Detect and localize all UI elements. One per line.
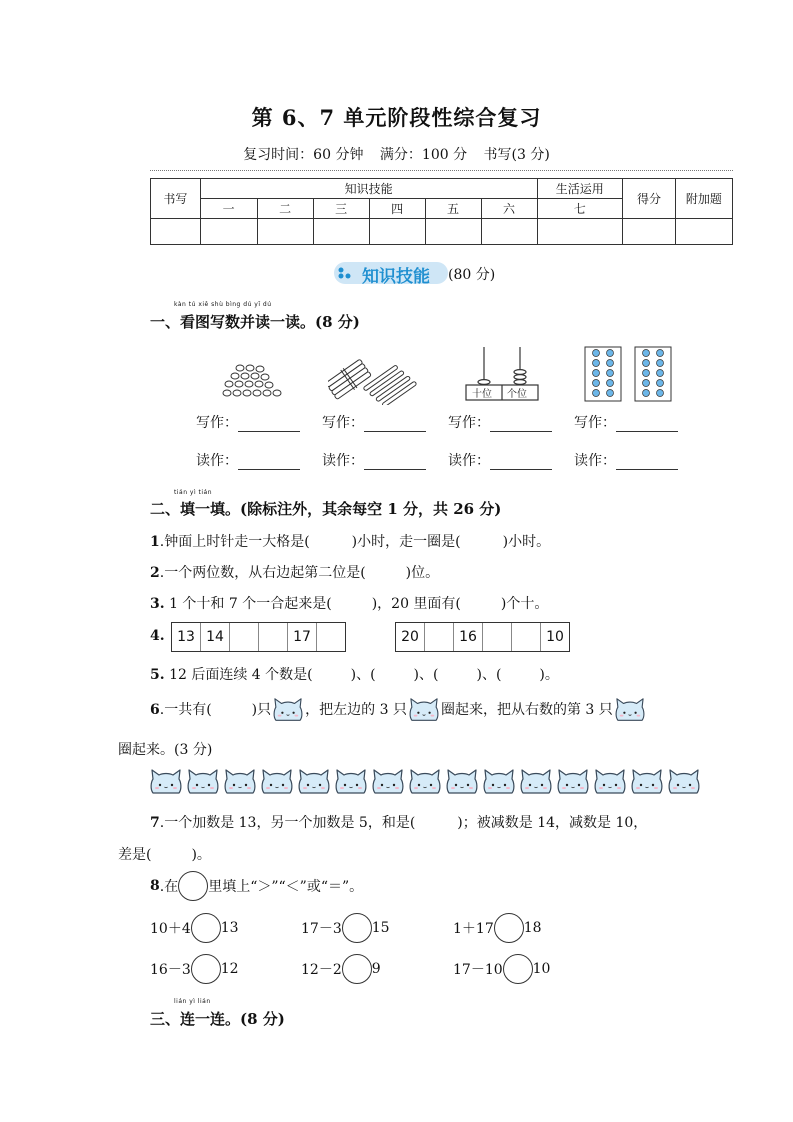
compare-left: 16－3 [150, 962, 191, 978]
counters-picture [220, 362, 284, 402]
q2-item-7 [150, 812, 647, 832]
score-header-extra: 附加题 [675, 179, 732, 219]
item-text: 1 个十和 7 个一合起来是( [164, 596, 332, 612]
q2-item-4-number [150, 628, 165, 644]
compare-4 [150, 954, 239, 984]
q2-item-5 [150, 664, 559, 684]
compare-right: 18 [523, 920, 542, 936]
score-cell[interactable] [623, 219, 676, 245]
seq-cell: 20 [396, 623, 425, 651]
section-badge-score: (80 分) [448, 267, 496, 283]
exam-time: 复习时间：60 分钟 [243, 147, 364, 163]
seq-cell[interactable] [230, 623, 259, 651]
read-label: 读作： [574, 453, 616, 469]
cat-icon[interactable] [185, 767, 221, 797]
cat-icon[interactable] [222, 767, 258, 797]
page-title: 第 6、7 单元阶段性综合复习 [251, 105, 542, 130]
abacus-tens-label: 十位 [472, 389, 492, 400]
compare-5 [301, 954, 381, 984]
item-text: 里填上“＞”“＜”或“＝”。 [208, 879, 364, 895]
score-col: 四 [369, 199, 425, 219]
q1-heading: 一、看图写数并读一读。(8 分) [150, 313, 360, 331]
read-label: 读作： [322, 453, 364, 469]
item-text: )个十。 [500, 596, 549, 612]
score-header-writing: 书写 [151, 179, 201, 219]
score-cell[interactable] [425, 219, 481, 245]
cat-icon [271, 696, 305, 724]
q2-item-6-cont: 圈起来。(3 分) [118, 742, 213, 758]
compare-left: 12－2 [301, 962, 342, 978]
q2-item-8 [150, 871, 363, 901]
score-header-knowledge: 知识技能 [200, 179, 537, 199]
item-text: 圈起来，把从右数的第 3 只 [440, 702, 613, 718]
score-col: 七 [537, 199, 623, 219]
item-text: .一个加数是 13，另一个加数是 5，和是( [159, 815, 416, 831]
q2-item-6 [150, 696, 647, 724]
seq-cell: 13 [172, 623, 201, 651]
score-col: 三 [313, 199, 369, 219]
answer-blank[interactable] [490, 417, 552, 432]
score-col: 二 [257, 199, 313, 219]
cat-icon[interactable] [444, 767, 480, 797]
compare-right: 15 [371, 920, 390, 936]
compare-left: 10＋4 [150, 921, 191, 937]
q3-heading: 三、连一连。(8 分) [150, 1010, 285, 1028]
divider [150, 170, 733, 171]
exam-writing-score: 书写(3 分) [483, 147, 550, 163]
dots-icon [338, 267, 352, 279]
compare-circle[interactable] [342, 913, 372, 943]
item-text: )，20 里面有( [371, 596, 461, 612]
item-number: 4. [150, 628, 165, 644]
score-cell[interactable] [481, 219, 537, 245]
cat-icon[interactable] [148, 767, 184, 797]
item-text: )、( [413, 667, 439, 683]
cat-icon[interactable] [370, 767, 406, 797]
item-text: .钟面上时针走一大格是( [159, 534, 310, 550]
exam-info [0, 144, 793, 164]
item-text: )、( [476, 667, 502, 683]
abacus-ones-label: 个位 [507, 389, 527, 400]
q1-write-4 [574, 412, 678, 432]
cat-icon [407, 696, 441, 724]
compare-right: 10 [532, 961, 551, 977]
item-text: .一共有( [159, 702, 212, 718]
q1-write-2 [322, 412, 426, 432]
compare-circle[interactable] [342, 954, 372, 984]
q1-read-4 [574, 450, 678, 470]
read-label: 读作： [196, 453, 238, 469]
cat-icon[interactable] [333, 767, 369, 797]
compare-left: 1＋17 [453, 921, 494, 937]
cat-row [148, 767, 702, 797]
compare-2 [301, 913, 390, 943]
exam-full-score: 满分：100 分 [379, 147, 468, 163]
score-cell[interactable] [313, 219, 369, 245]
score-header-life: 生活运用 [537, 179, 623, 199]
section-badge-label: 知识技能 [362, 267, 430, 287]
read-label: 读作： [448, 453, 490, 469]
cat-icon[interactable] [666, 767, 702, 797]
ten-frames-picture [583, 345, 675, 403]
write-label: 写作： [196, 415, 238, 431]
compare-6 [453, 954, 550, 984]
score-cell[interactable] [257, 219, 313, 245]
item-text: 差是( [118, 847, 152, 863]
write-label: 写作： [574, 415, 616, 431]
write-label: 写作： [448, 415, 490, 431]
item-number: 6 [150, 702, 160, 718]
q2-pinyin: tián yì tián [174, 489, 213, 496]
score-cell[interactable] [675, 219, 732, 245]
seq-cell[interactable] [259, 623, 288, 651]
number-sequence-1 [171, 622, 346, 652]
answer-blank[interactable] [616, 417, 678, 432]
item-number: 3. [150, 596, 165, 612]
compare-circle[interactable] [494, 913, 524, 943]
seq-cell[interactable] [317, 623, 345, 651]
item-text: )。 [191, 847, 211, 863]
item-number: 8 [150, 878, 160, 894]
compare-circle[interactable] [503, 954, 533, 984]
answer-blank[interactable] [364, 417, 426, 432]
write-label: 写作： [322, 415, 364, 431]
seq-cell[interactable] [483, 623, 512, 651]
answer-blank[interactable] [238, 417, 300, 432]
score-col: 一 [200, 199, 257, 219]
q2-item-7-cont [118, 844, 211, 864]
cat-icon[interactable] [296, 767, 332, 797]
answer-blank[interactable] [490, 455, 552, 470]
q1-read-2 [322, 450, 426, 470]
item-text: )位。 [405, 565, 440, 581]
item-number: 7 [150, 815, 160, 831]
compare-circle[interactable] [191, 954, 221, 984]
q1-pinyin: kàn tú xiě shù bìng dú yī dú [174, 301, 272, 308]
item-text: )；被减数是 14，减数是 10， [457, 815, 648, 831]
cat-icon[interactable] [555, 767, 591, 797]
compare-circle-icon [178, 871, 208, 901]
score-header-score: 得分 [623, 179, 676, 219]
item-text: )只 [251, 702, 272, 718]
q2-item-3 [150, 593, 548, 613]
item-number: 5. [150, 667, 165, 683]
item-text: 12 后面连续 4 个数是( [164, 667, 313, 683]
q2-item-2 [150, 562, 439, 582]
number-sequence-2 [395, 622, 570, 652]
compare-right: 9 [371, 961, 381, 977]
compare-left: 17－10 [453, 962, 503, 978]
score-cell[interactable] [369, 219, 425, 245]
cat-icon[interactable] [407, 767, 443, 797]
score-cell[interactable] [200, 219, 257, 245]
score-cell[interactable] [537, 219, 623, 245]
cat-icon[interactable] [481, 767, 517, 797]
cat-icon [613, 696, 647, 724]
q1-read-3 [448, 450, 552, 470]
item-text: )。 [539, 667, 559, 683]
item-text: )、( [350, 667, 376, 683]
score-table [150, 178, 733, 245]
compare-left: 17－3 [301, 921, 342, 937]
compare-circle[interactable] [191, 913, 221, 943]
score-col: 六 [481, 199, 537, 219]
item-text: )小时，走一圈是( [351, 534, 461, 550]
item-text: .一个两位数，从右边起第二位是( [159, 565, 366, 581]
item-text: )小时。 [502, 534, 551, 550]
answer-blank[interactable] [238, 455, 300, 470]
item-number: 2 [150, 565, 160, 581]
q1-write-3 [448, 412, 552, 432]
score-cell[interactable] [151, 219, 201, 245]
compare-right: 13 [220, 920, 239, 936]
cat-icon[interactable] [592, 767, 628, 797]
cat-icon[interactable] [518, 767, 554, 797]
answer-blank[interactable] [616, 455, 678, 470]
seq-cell: 10 [546, 629, 564, 645]
abacus-picture [464, 345, 544, 403]
compare-1 [150, 913, 239, 943]
cat-icon[interactable] [629, 767, 665, 797]
q2-heading: 二、填一填。(除标注外，其余每空 1 分，共 26 分) [150, 500, 502, 518]
seq-cell: 17 [288, 623, 317, 651]
compare-3 [453, 913, 542, 943]
q2-item-1 [150, 531, 550, 551]
item-text: ，把左边的 3 只 [305, 702, 407, 718]
item-number: 1 [150, 534, 160, 550]
compare-right: 12 [220, 961, 239, 977]
seq-cell: 14 [201, 623, 230, 651]
item-text: .在 [159, 879, 179, 895]
answer-blank[interactable] [364, 455, 426, 470]
cat-icon[interactable] [259, 767, 295, 797]
sticks-picture [328, 357, 418, 405]
q1-write-1 [196, 412, 300, 432]
score-col: 五 [425, 199, 481, 219]
seq-cell: 16 [454, 623, 483, 651]
seq-cell[interactable] [512, 623, 541, 651]
q1-read-1 [196, 450, 300, 470]
seq-cell[interactable] [425, 623, 454, 651]
q3-pinyin: lián yì lián [174, 998, 211, 1005]
